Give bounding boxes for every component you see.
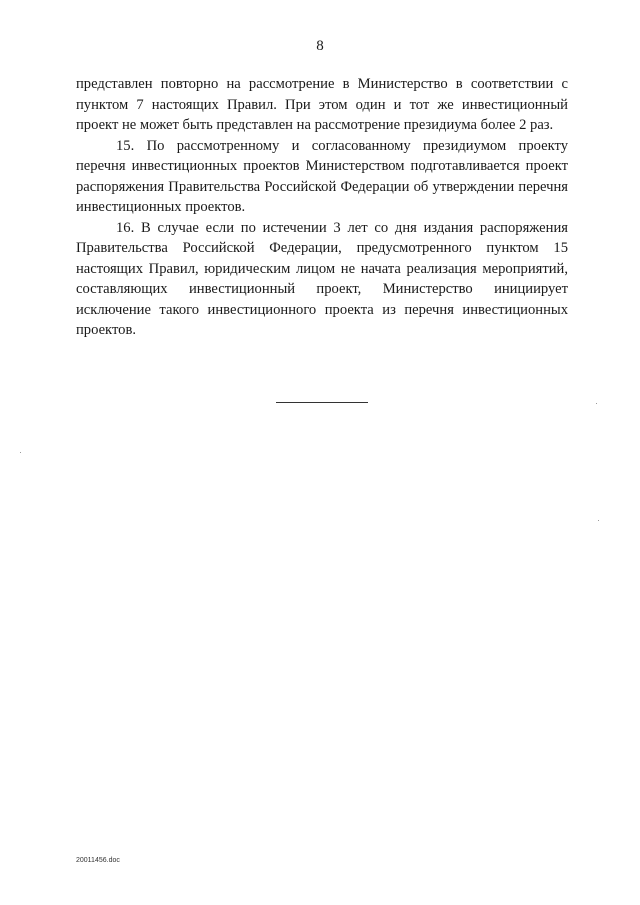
page-number: 8 [316, 38, 324, 54]
document-body [76, 74, 568, 341]
end-of-document-rule [276, 402, 368, 403]
scan-speck [20, 452, 21, 453]
end-rule-accent [344, 402, 368, 403]
scan-speck [598, 520, 599, 521]
scan-speck [596, 403, 597, 404]
footer-filename: 20011456.doc [76, 857, 120, 864]
paragraph-continuation: представлен повторно на рассмотрение в Министерство в соответствии с пунктом 7 настоящих Правил. При этом один и тот же инвестиционный проект не может быть представлен на рассмотрение президиума более 2 раз. [76, 76, 568, 133]
paragraph-item-15: 15. По рассмотренному и согласованному президиумом проекту перечня инвестиционных проектов Министерством подготавливается проект распоряжения Правительства Российской Федерации об утверждении перечня инвестиционных проектов. [76, 137, 568, 215]
paragraph-item-16: 16. В случае если по истечении 3 лет со дня издания распоряжения Правительства Российской Федерации, предусмотренного пунктом 15 настоящих Правил, юридическим лицом не начата реализация мероприятий, составляющих инвестиционный проект, Министерство инициирует исключение такого инвестиционного проекта из перечня инвестиционных проектов. [76, 219, 568, 338]
